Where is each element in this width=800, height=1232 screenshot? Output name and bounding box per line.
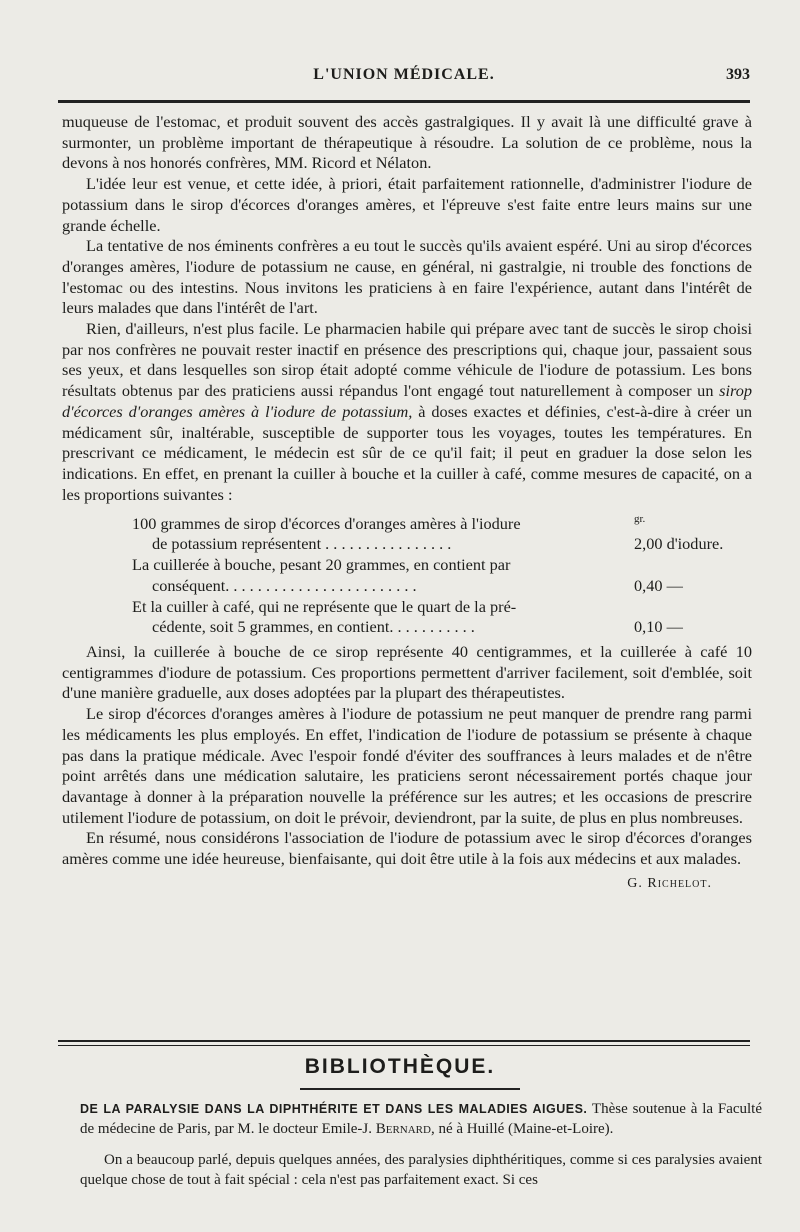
entry-title: DE LA PARALYSIE DANS LA DIPHTHÉRITE ET DANS LES MALADIES AIGUES.: [80, 1102, 588, 1116]
dosage-label: La cuillerée à bouche, pesant 20 grammes, en contient par: [132, 555, 511, 575]
dosage-label: 100 grammes de sirop d'écorces d'oranges amères à l'iodure: [132, 513, 521, 533]
article-body: [62, 112, 752, 894]
dosage-row: [62, 576, 752, 597]
paragraph-4-text-b: à doses exactes et définies, c'est-à-dire à créer un médicament sûr, inaltérable, susceptible de supporter tous les voyages, toutes les températures. En prescrivant ce médicament, le médecin est sûr de ce qu'il fait; il peut en graduer la dose selon les indications. En effet, en prenant la cuiller à bouche et la cuiller à café, comme mesures de capacité, on a les proportions suivantes :: [62, 401, 752, 504]
bibliography-body: [80, 1100, 762, 1190]
dosage-label: conséquent. . . . . . . . . . . . . . . . . . . . . . . .: [152, 575, 417, 595]
dosage-value: 0,10 —: [634, 617, 683, 637]
dosage-label: Et la cuiller à café, qui ne représente que le quart de la pré-: [132, 596, 517, 616]
entry-text-b: , né à Huillé (Maine-et-Loire).: [430, 1120, 614, 1137]
dosage-row: [62, 555, 752, 576]
paragraph-4-text-a: Rien, d'ailleurs, n'est plus facile. Le pharmacien habile qui prépare avec tant de succès le sirop choisi par nos confrères ne pouvait rester inactif en présence des prescriptions qui, chaque jour, passaient sous ses yeux, et dans lesquelles son sirop était adopté comme véhicule de l'iodure de potassium. Les bons résultats obtenus par des praticiens aussi répandus l'ont engagé tout naturellement à composer un: [62, 319, 752, 401]
paragraph-4: [62, 319, 752, 505]
dosage-row: [62, 597, 752, 618]
page-number: 393: [726, 66, 750, 83]
dosage-label: cédente, soit 5 grammes, en contient. . . . . . . . . . .: [152, 617, 475, 637]
section-rule: [58, 1040, 750, 1042]
paragraph-5: Ainsi, la cuillerée à bouche de ce sirop représente 40 centigrammes, et la cuillerée à café 10 centigrammes d'iodure de potassium. Ces proportions permettent d'arriver facilement, soit d'emblée, soit d'une manière graduelle, aux doses adoptées par la plupart des thérapeutistes.: [62, 642, 752, 703]
bibliography-entry: [80, 1100, 762, 1139]
product-name-italic: sirop d'écorces d'oranges amères à l'iodure de potassium,: [62, 381, 752, 421]
dosage-row: [62, 534, 752, 555]
section-rule-thin: [58, 1045, 750, 1046]
dosage-row: [62, 509, 752, 534]
dosage-unit: gr.: [634, 513, 646, 526]
page-header: [58, 60, 750, 96]
header-rule: [58, 100, 750, 103]
section-title: BIBLIOTHÈQUE.: [304, 1055, 496, 1078]
dosage-label: de potassium représentent . . . . . . . . . . . . . . . .: [152, 534, 452, 554]
paragraph-3: La tentative de nos éminents confrères a eu tout le succès qu'ils avaient espéré. Uni au sirop d'écorces d'oranges amères, l'iodure de potassium ne cause, en général, ni gastralgie, ni trouble des fonctions de l'estomac ou des intestins. Nous invitons les praticiens à en faire l'expérience, autant dans l'intérêt de leurs malades que dans l'intérêt de l'art.: [62, 236, 752, 318]
paragraph-6: Le sirop d'écorces d'oranges amères à l'iodure de potassium ne peut manquer de prendre rang parmi les médicaments les plus employés. En effet, l'indication de l'iodure de potassium se présente à chaque pas dans la pratique médicale. Avec l'espoir fondé d'éviter des souffrances à leurs malades et de n'être point arrêtés dans une médication salutaire, les praticiens seront nécessairement portés chaque jour davantage à donner à la préparation nouvelle la préférence sur les autres; et les occasions de prescrire utilement l'iodure de potassium, on doit le prévoir, deviendront, par la suite, de plus en plus nombreuses.: [62, 704, 752, 827]
dosage-row: [62, 617, 752, 638]
entry-text-a: Thèse soutenue à la Faculté de médecine de Paris, par M. le docteur Emile-J.: [80, 1101, 762, 1137]
entry-author: Bernard: [375, 1120, 431, 1137]
dosage-value: 2,00 d'iodure.: [634, 534, 724, 554]
author-signature: G. Richelot.: [627, 875, 712, 891]
paragraph-2: L'idée leur est venue, et cette idée, à priori, était parfaitement rationnelle, d'administrer l'iodure de potassium dans le sirop d'écorces d'oranges amères, et l'épreuve s'est faite entre leurs mains sur une grande échelle.: [62, 174, 752, 235]
paragraph-7: En résumé, nous considérons l'association de l'iodure de potassium avec le sirop d'écorces d'oranges amères comme une idée heureuse, bienfaisante, qui doit être utile à la fois aux médecins et aux malades.: [62, 828, 752, 869]
paragraph-1: muqueuse de l'estomac, et produit souvent des accès gastralgiques. Il y avait là une difficulté grave à surmonter, un problème important de thérapeutique à résoudre. La solution de ce problème, nous la devons à nos honorés confrères, MM. Ricord et Nélaton.: [62, 112, 752, 173]
bibliography-note: On a beaucoup parlé, depuis quelques années, des paralysies diphthéritiques, comme si ces paralysies avaient quelque chose de tout à fait spécial : cela n'est pas parfaitement exact. Si ces: [80, 1152, 762, 1188]
section-title-rule: [300, 1088, 520, 1090]
dosage-table: [62, 509, 752, 638]
running-title: L'UNION MÉDICALE.: [313, 66, 495, 83]
dosage-value: 0,40 —: [634, 575, 683, 595]
